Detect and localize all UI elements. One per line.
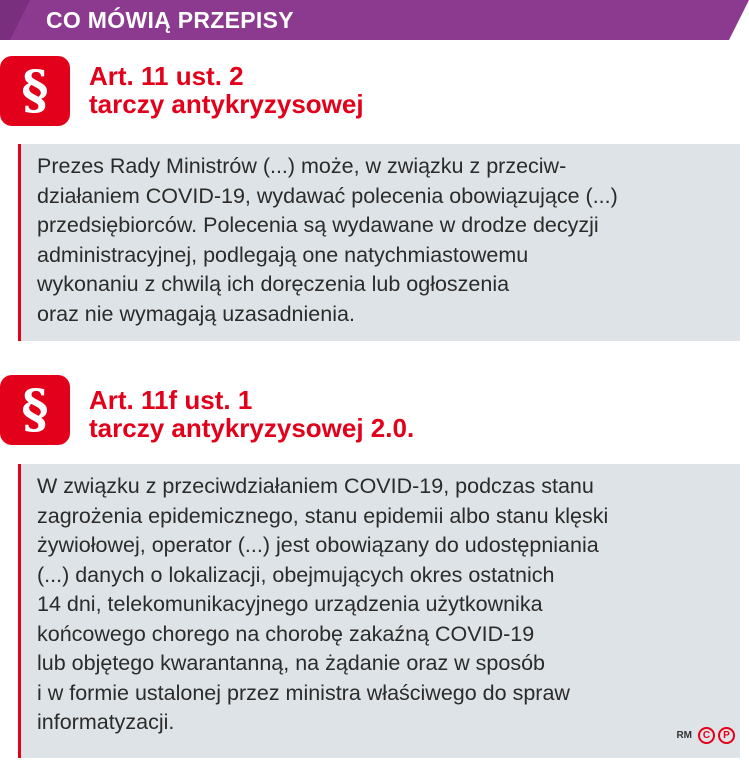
text-line: oraz nie wymagają uzasadnienia.	[37, 301, 355, 326]
copyright-mark	[676, 727, 735, 744]
article-title-line1: Art. 11f ust. 1	[89, 385, 253, 415]
article-text-box	[18, 464, 740, 758]
header-title: CO MÓWIĄ PRZEPISY	[46, 7, 294, 33]
article-title-line2: tarczy antykryzysowej	[89, 89, 364, 119]
article-title-line1: Art. 11 ust. 2	[89, 61, 244, 91]
text-line: zagrożenia epidemicznego, stanu epidemii albo stanu klęski	[37, 503, 609, 528]
paragraph-symbol: §	[21, 379, 49, 440]
text-line: lub objętego kwarantanną, na żądanie oraz w sposób	[37, 651, 545, 675]
text-line: żywiołowej, operator (...) jest obowiązany do udostępniania	[37, 533, 599, 557]
text-line: działaniem COVID-19, wydawać polecenia obowiązujące (...)	[37, 183, 618, 208]
text-line: i w formie ustalonej przez ministra właściwego do spraw	[37, 680, 570, 705]
article-title-line2: tarczy antykryzysowej 2.0.	[89, 413, 415, 443]
text-line: administracyjnej, podlegają one natychmiastowemu	[37, 242, 529, 267]
section-header	[0, 0, 749, 40]
copyright-icon: C	[698, 727, 715, 744]
p-circle-icon: P	[718, 727, 735, 744]
text-line: przedsiębiorców. Polecenia są wydawane w drodze decyzji	[37, 213, 599, 237]
text-line: W związku z przeciwdziałaniem COVID-19, podczas stanu	[37, 474, 594, 498]
text-line: końcowego chorego na chorobę zakaźną COVID-19	[37, 621, 535, 646]
paragraph-icon	[0, 375, 70, 445]
article-title	[89, 386, 414, 442]
article-title	[89, 62, 364, 118]
text-line: informatyzacji.	[37, 710, 175, 734]
text-line: (...) danych o lokalizacji, obejmujących okres ostatnich	[37, 562, 555, 587]
article-text-box	[18, 144, 740, 341]
text-line: wykonaniu z chwilą ich doręczenia lub ogłoszenia	[37, 272, 510, 296]
text-line: Prezes Rady Ministrów (...) może, w związku z przeciw-	[37, 154, 567, 178]
paragraph-symbol: §	[21, 60, 49, 121]
rm-label: RM	[676, 730, 692, 741]
paragraph-icon	[0, 56, 70, 126]
text-line: 14 dni, telekomunikacyjnego urządzenia użytkownika	[37, 592, 543, 616]
